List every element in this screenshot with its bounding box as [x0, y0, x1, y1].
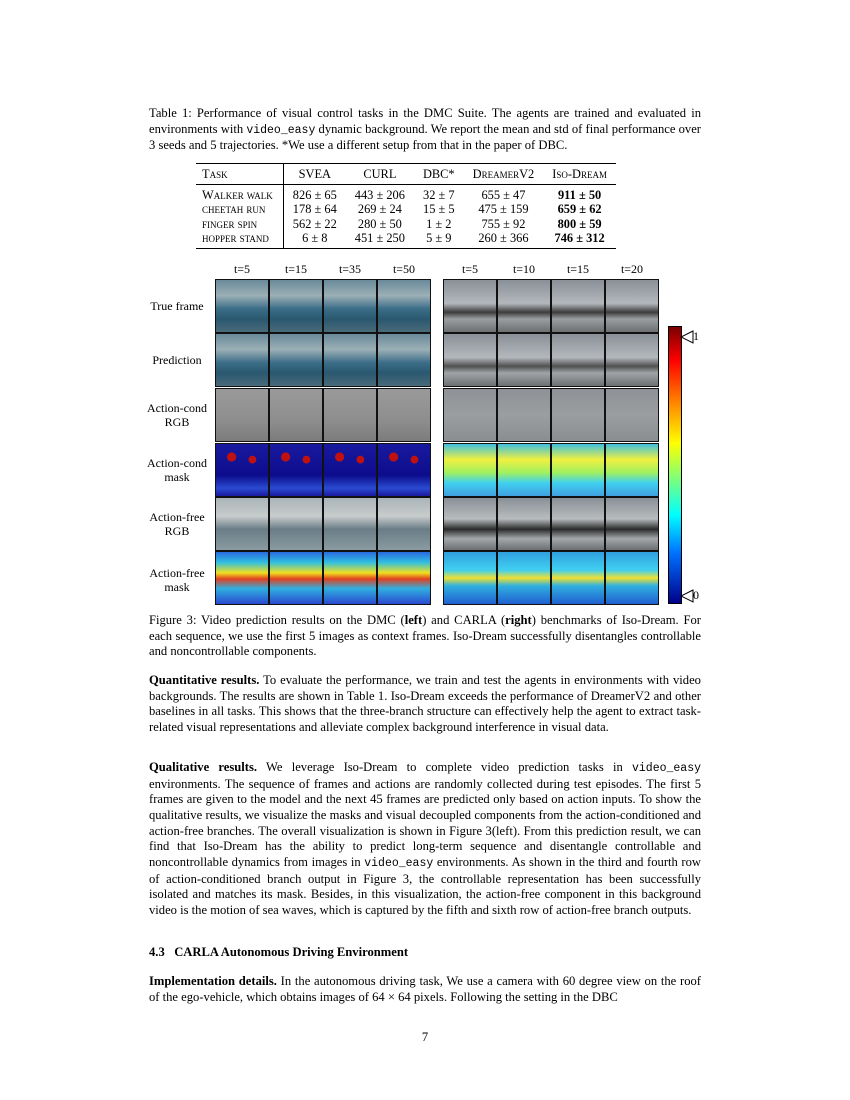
carla-image-tile: [497, 333, 551, 387]
row-label-prediction: Prediction: [152, 353, 202, 367]
dreamer-cell: 655 ± 47: [481, 187, 526, 202]
carla-image-tile: [443, 279, 497, 333]
colorbar-min-marker-icon: [680, 589, 694, 603]
dmc-image-tile: [377, 497, 431, 551]
carla-image-tile: [497, 551, 551, 605]
iso-cell: 746 ± 312: [543, 231, 616, 248]
code-video-easy: video_easy: [246, 123, 316, 137]
time-label-right: t=20: [620, 262, 644, 276]
colorbar-min-label: 0: [693, 588, 699, 602]
dmc-image-tile: [215, 388, 269, 442]
paragraph-qualitative-results: Qualitative results. We leverage Iso-Dream to complete video prediction tasks in video_easy environments. The sequence of frames and actions are randomly collected during test episodes. The first 5 frames are given to the model and the next 45 frames are predicted only based on action inputs. To show the qualitative results, we visualize the masks and visual decoupled components from the action-conditioned and action-free branches. The overall visualization is shown in Figure 3(left). From this prediction result, we can find that Iso-Dream has the ability to predict long-term sequence and disentangle controllable and noncontrollable dynamics from images in video_easy environments. As shown in the third and fourth row of action-conditioned branch output in Figure 3, the controllable representation has been successfully isolated and matches its mask. Besides, in this visualization, the action-free component in this background video is the motion of sea waves, which is captured by the fifth and sixth row of action-free branch outputs.: [149, 760, 701, 917]
table-row: [196, 184, 616, 202]
curl-cell: 280 ± 50: [357, 216, 402, 231]
svea-cell: 826 ± 65: [292, 187, 337, 202]
dmc-image-tile: [377, 279, 431, 333]
carla-image-tile: [443, 551, 497, 605]
dmc-image-tile: [323, 388, 377, 442]
paragraph-heading: Implementation details.: [149, 974, 277, 988]
time-label-left: t=35: [338, 262, 362, 276]
table-header-row: [196, 164, 616, 185]
task-cell: cheetah run: [196, 202, 283, 217]
carla-image-tile: [551, 279, 605, 333]
carla-image-tile: [497, 443, 551, 497]
dreamer-cell: 475 ± 159: [478, 202, 529, 217]
time-label-left: t=5: [233, 262, 251, 276]
carla-image-tile: [551, 551, 605, 605]
header-svea: SVEA: [283, 164, 345, 185]
dmc-image-tile: [377, 443, 431, 497]
svea-cell: 562 ± 22: [292, 216, 337, 231]
svea-cell: 178 ± 64: [292, 202, 337, 217]
dmc-image-tile: [269, 443, 323, 497]
dmc-image-tile: [269, 279, 323, 333]
task-cell: Walker walk: [196, 184, 283, 202]
carla-image-tile: [551, 443, 605, 497]
header-curl: CURL: [346, 164, 414, 185]
colorbar-max-marker-icon: [680, 330, 694, 344]
figure-caption: Figure 3: Video prediction results on the DMC (left) and CARLA (right) benchmarks of Iso-Dream. For each sequence, we use the first 5 images as context frames. Iso-Dream successfully disentangles controllable and noncontrollable components.: [149, 613, 701, 659]
carla-image-tile: [497, 279, 551, 333]
table-row: [196, 202, 616, 217]
dmc-image-tile: [215, 443, 269, 497]
header-dbc: DBC*: [414, 164, 464, 185]
colorbar: [668, 326, 682, 604]
header-task: Task: [196, 164, 283, 185]
dmc-image-tile: [269, 388, 323, 442]
task-cell: hopper stand: [196, 231, 283, 248]
code-video-easy: video_easy: [364, 856, 434, 870]
carla-image-tile: [605, 333, 659, 387]
paragraph-heading: Qualitative results.: [149, 760, 257, 774]
colorbar-max-label: 1: [693, 329, 699, 343]
dbc-cell: 5 ± 9: [414, 231, 464, 248]
header-dreamerv2: DreamerV2: [464, 164, 544, 185]
row-label-true-frame: True frame: [150, 299, 204, 313]
dmc-image-tile: [215, 497, 269, 551]
dreamer-cell: 260 ± 366: [464, 231, 544, 248]
table-row: [196, 231, 616, 248]
carla-image-tile: [605, 388, 659, 442]
task-cell: finger spin: [196, 217, 283, 232]
section-heading: 4.3 CARLA Autonomous Driving Environment: [149, 945, 409, 959]
paragraph-heading: Quantitative results.: [149, 673, 260, 687]
dmc-image-tile: [323, 443, 377, 497]
dmc-image-tile: [323, 551, 377, 605]
carla-image-tile: [443, 388, 497, 442]
carla-image-tile: [443, 443, 497, 497]
carla-image-tile: [551, 497, 605, 551]
dbc-cell: 1 ± 2: [426, 216, 452, 231]
dmc-image-tile: [323, 279, 377, 333]
carla-image-tile: [605, 497, 659, 551]
curl-cell: 451 ± 250: [346, 231, 414, 248]
iso-cell: 659 ± 62: [557, 202, 602, 217]
page-number: 7: [421, 1030, 429, 1044]
dreamer-cell: 755 ± 92: [481, 216, 526, 231]
time-label-right: t=15: [566, 262, 590, 276]
dmc-image-tile: [377, 333, 431, 387]
dmc-image-tile: [377, 388, 431, 442]
dmc-image-tile: [269, 551, 323, 605]
carla-image-tile: [605, 551, 659, 605]
table-caption: Table 1: Performance of visual control tasks in the DMC Suite. The agents are trained and evaluated in environments with video_easy dynamic background. We report the mean and std of final performance over 3 seeds and 5 trajectories. *We use a different setup from that in the paper of DBC.: [149, 106, 701, 153]
code-video-easy: video_easy: [631, 762, 701, 775]
dmc-image-tile: [377, 551, 431, 605]
results-table: [196, 163, 616, 249]
dbc-cell: 15 ± 5: [423, 202, 455, 217]
dmc-image-tile: [215, 551, 269, 605]
dmc-image-tile: [323, 333, 377, 387]
curl-cell: 443 ± 206: [354, 187, 405, 202]
dmc-image-tile: [269, 333, 323, 387]
curl-cell: 269 ± 24: [357, 202, 402, 217]
dbc-cell: 32 ± 7: [423, 187, 455, 202]
dmc-image-tile: [323, 497, 377, 551]
carla-image-tile: [443, 497, 497, 551]
row-label-action-cond-mask: Action-cond mask: [147, 456, 207, 484]
time-label-right: t=10: [512, 262, 536, 276]
time-label-right: t=5: [461, 262, 479, 276]
carla-image-tile: [551, 388, 605, 442]
carla-image-tile: [605, 279, 659, 333]
iso-cell: 800 ± 59: [557, 216, 602, 231]
time-label-left: t=50: [392, 262, 416, 276]
paragraph-implementation-details: Implementation details. In the autonomous driving task, We use a camera with 60 degree view on the roof of the ego-vehicle, which obtains images of 64 × 64 pixels. Following the setting in the DBC: [149, 974, 701, 1004]
header-iso-dream: Iso-Dream: [543, 164, 616, 185]
carla-image-tile: [605, 443, 659, 497]
carla-image-tile: [497, 497, 551, 551]
iso-cell: 911 ± 50: [557, 187, 602, 202]
carla-image-tile: [443, 333, 497, 387]
dmc-image-tile: [215, 279, 269, 333]
row-label-action-free-mask: Action-free mask: [149, 566, 205, 594]
carla-image-tile: [551, 333, 605, 387]
time-label-left: t=15: [284, 262, 308, 276]
svea-cell: 6 ± 8: [283, 231, 345, 248]
dmc-image-tile: [269, 497, 323, 551]
row-label-action-cond-rgb: Action-cond RGB: [147, 401, 207, 429]
row-label-action-free-rgb: Action-free RGB: [149, 510, 205, 538]
paragraph-quantitative-results: Quantitative results. To evaluate the performance, we train and test the agents in environments with video backgrounds. The results are shown in Table 1. Iso-Dream exceeds the performance of DreamerV2 and other baselines in all tasks. This shows that the three-branch structure can effectively help the agent to extract task-related visual representations and alleviate complex background interference in visual data.: [149, 673, 701, 734]
carla-image-tile: [497, 388, 551, 442]
table-row: [196, 217, 616, 232]
dmc-image-tile: [215, 333, 269, 387]
